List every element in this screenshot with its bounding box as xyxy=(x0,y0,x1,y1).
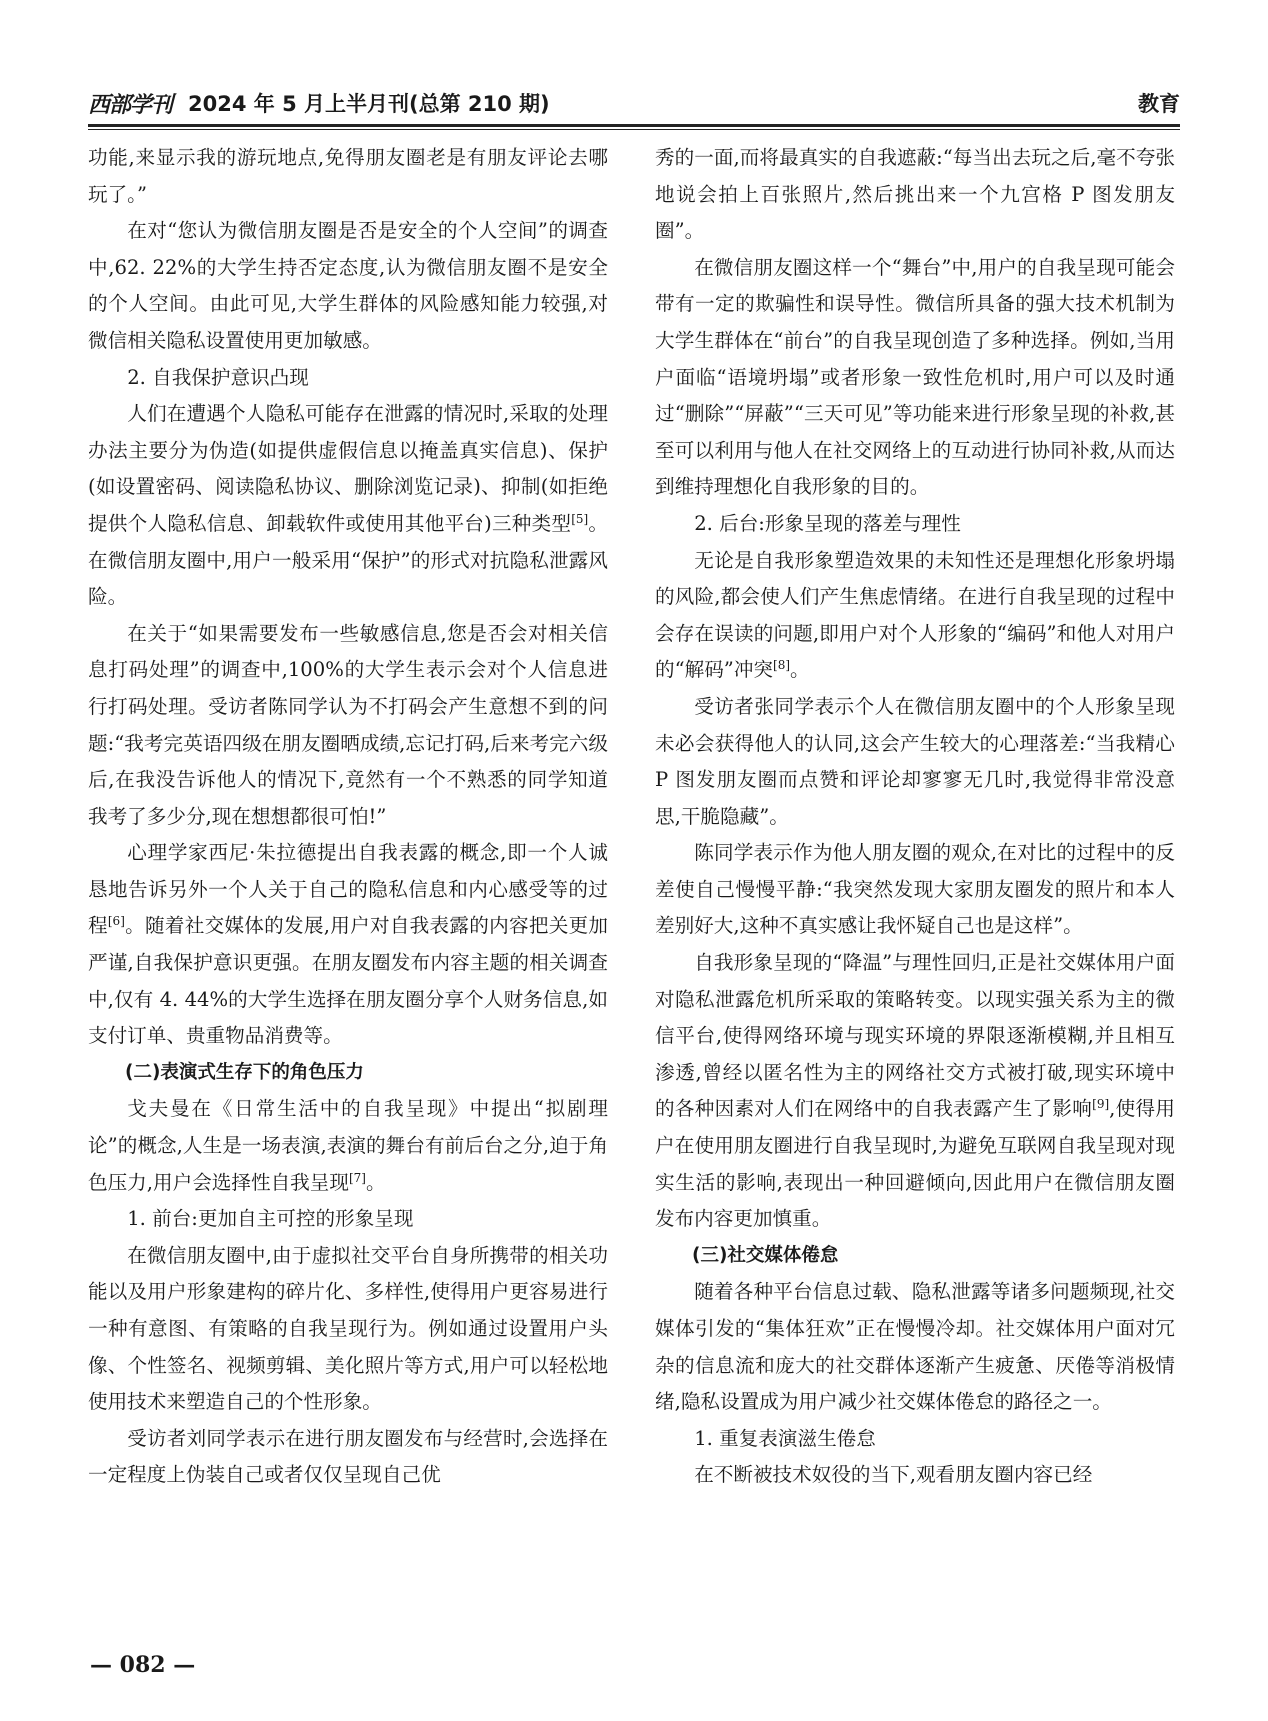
paragraph xyxy=(88,616,608,836)
paragraph-text: 1. 重复表演滋生倦怠 xyxy=(694,1426,876,1450)
paragraph-text: 陈同学表示作为他人朋友圈的观众,在对比的过程中的反差使自己慢慢平静:“我突然发现大家朋友圈发的照片和本人差别好大,这种不真实感让我怀疑自己也是这样”。 xyxy=(655,841,1175,938)
paragraph xyxy=(655,945,1175,1238)
paragraph xyxy=(655,1274,1175,1420)
citation-ref: [7] xyxy=(348,1170,366,1185)
section-heading xyxy=(88,1055,608,1092)
paragraph xyxy=(88,1091,608,1201)
paragraph-text: 2. 自我保护意识凸现 xyxy=(127,365,309,389)
paragraph-text: 在微信朋友圈中,由于虚拟社交平台自身所携带的相关功能以及用户形象建构的碎片化、多样性,使得用户更容易进行一种有意图、有策略的自我呈现行为。例如通过设置用户头像、个性签名、视频剪辑、美化照片等方式,用户可以轻松地使用技术来塑造自己的个性形象。 xyxy=(88,1243,608,1414)
paragraph-text: 无论是自我形象塑造效果的未知性还是理想化形象坍塌的风险,都会使人们产生焦虑情绪。在进行自我呈现的过程中会存在误读的问题,即用户对个人形象的“编码”和他人对用户的“解码”冲突 xyxy=(655,548,1175,682)
paragraph-text: 功能,来显示我的游玩地点,免得朋友圈老是有朋友评论去哪玩了。” xyxy=(88,146,608,206)
paragraph xyxy=(88,835,608,1055)
paragraph-text: 在不断被技术奴役的当下,观看朋友圈内容已经 xyxy=(694,1463,1093,1487)
paragraph-text: 自我形象呈现的“降温”与理性回归,正是社交媒体用户面对隐私泄露危机所采取的策略转变。以现实强关系为主的微信平台,使得网络环境与现实环境的界限逐渐模糊,并且相互渗透,曾经以匿名性为主的网络社交方式被打破,现实环境中的各种因素对人们在网络中的自我表露产生了影响 xyxy=(655,951,1175,1121)
paragraph-text: 秀的一面,而将最真实的自我遮蔽:“每当出去玩之后,毫不夸张地说会拍上百张照片,然后挑出来一个九宫格 P 图发朋友圈”。 xyxy=(655,146,1175,243)
paragraph-continued xyxy=(655,140,1175,250)
subsection-heading xyxy=(88,1201,608,1238)
paragraph-text: 戈夫曼在《日常生活中的自我呈现》中提出“拟剧理论”的概念,人生是一场表演,表演的舞台有前后台之分,迫于角色压力,用户会选择性自我呈现 xyxy=(88,1097,608,1194)
paragraph-text: (二)表演式生存下的角色压力 xyxy=(125,1061,364,1083)
page-header xyxy=(88,84,1180,124)
paragraph xyxy=(655,835,1175,945)
paragraph-text: 在关于“如果需要发布一些敏感信息,您是否会对相关信息打码处理”的调查中,100%的大学生表示会对个人信息进行打码处理。受访者陈同学认为不打码会产生意想不到的问题:“我考完英语四级在朋友圈晒成绩,忘记打码,后来考完六级后,在我没告诉他人的情况下,竟然有一个不熟悉的同学知道我考了多少分,现在想想都很可怕!” xyxy=(88,621,608,828)
paragraph-text: 受访者刘同学表示在进行朋友圈发布与经营时,会选择在一定程度上伪装自己或者仅仅呈现自己优 xyxy=(88,1426,608,1487)
subsection-heading xyxy=(655,1421,1175,1458)
paragraph xyxy=(88,1421,608,1494)
paragraph-text: 人们在遭遇个人隐私可能存在泄露的情况时,采取的处理办法主要分为伪造(如提供虚假信息以掩盖真实信息)、保护(如设置密码、阅读隐私协议、删除浏览记录)、抑制(如拒绝提供个人隐私信息、卸载软件或使用其他平台)三种类型 xyxy=(88,402,608,535)
paragraph xyxy=(655,543,1175,689)
left-column xyxy=(88,140,608,1494)
paragraph-text: 随着各种平台信息过载、隐私泄露等诸多问题频现,社交媒体引发的“集体狂欢”正在慢慢冷却。社交媒体用户面对冗杂的信息流和庞大的社交群体逐渐产生疲惫、厌倦等消极情绪,隐私设置成为用户减少社交媒体倦怠的路径之一。 xyxy=(655,1280,1175,1414)
paragraph-text-tail: 。 xyxy=(365,1170,386,1194)
header-rule xyxy=(88,124,1180,127)
paragraph-text: 2. 后台:形象呈现的落差与理性 xyxy=(694,511,961,535)
paragraph xyxy=(655,689,1175,835)
paragraph-text: 在对“您认为微信朋友圈是否是安全的个人空间”的调查中,62. 22%的大学生持否定态度,认为微信朋友圈不是安全的个人空间。由此可见,大学生群体的风险感知能力较强,对微信相关隐私设置使用更加敏感。 xyxy=(88,219,608,352)
paragraph-text-tail: ,使得用户在使用朋友圈进行自我呈现时,为避免互联网自我呈现对现实生活的影响,表现出一种回避倾向,因此用户在微信朋友圈发布内容更加慎重。 xyxy=(655,1097,1175,1231)
issue-info: 2024 年 5 月上半月刊(总第 210 期) xyxy=(188,92,550,116)
journal-logo: 西部学刊 xyxy=(88,92,173,118)
paragraph xyxy=(655,250,1175,506)
header-rule-thin xyxy=(88,129,1180,130)
paragraph-continued xyxy=(88,140,608,213)
citation-ref: [6] xyxy=(107,914,125,929)
paragraph xyxy=(88,396,608,616)
paragraph-text-tail: 。 xyxy=(790,658,810,682)
subsection-heading xyxy=(88,360,608,397)
paragraph xyxy=(655,1457,1175,1494)
paragraph-text: (三)社交媒体倦怠 xyxy=(692,1244,839,1266)
citation-ref: [5] xyxy=(571,511,589,526)
right-column xyxy=(655,140,1175,1494)
citation-ref: [8] xyxy=(773,658,791,673)
paragraph-text: 心理学家西尼·朱拉德提出自我表露的概念,即一个人诚恳地告诉另外一个人关于自己的隐私信息和内心感受等的过程 xyxy=(88,841,608,938)
paragraph xyxy=(88,213,608,359)
paragraph-text-tail: 。在微信朋友圈中,用户一般采用“保护”的形式对抗隐私泄露风险。 xyxy=(88,511,608,609)
section-heading xyxy=(655,1238,1175,1275)
subsection-heading xyxy=(655,506,1175,543)
page-number: — 082 — xyxy=(90,1652,196,1678)
paragraph-text: 在微信朋友圈这样一个“舞台”中,用户的自我呈现可能会带有一定的欺骗性和误导性。微信所具备的强大技术机制为大学生群体在“前台”的自我呈现创造了多种选择。例如,当用户面临“语境坍塌”或者形象一致性危机时,用户可以及时通过“删除”“屏蔽”“三天可见”等功能来进行形象呈现的补救,甚至可以利用与他人在社交网络上的互动进行协同补救,从而达到维持理想化自我形象的目的。 xyxy=(655,255,1175,499)
paragraph-text-tail: 。随着社交媒体的发展,用户对自我表露的内容把关更加严谨,自我保护意识更强。在朋友圈发布内容主题的相关调查中,仅有 4. 44%的大学生选择在朋友圈分享个人财务信息,如支付订单、贵重物品消费等。 xyxy=(88,914,609,1048)
paragraph xyxy=(88,1238,608,1421)
citation-ref: [9] xyxy=(1092,1097,1110,1112)
section-name: 教育 xyxy=(1138,92,1180,116)
paragraph-text: 1. 前台:更加自主可控的形象呈现 xyxy=(127,1207,414,1231)
paragraph-text: 受访者张同学表示个人在微信朋友圈中的个人形象呈现未必会获得他人的认同,这会产生较大的心理落差:“当我精心 P 图发朋友圈而点赞和评论却寥寥无几时,我觉得非常没意思,干脆隐藏”。 xyxy=(655,694,1175,828)
